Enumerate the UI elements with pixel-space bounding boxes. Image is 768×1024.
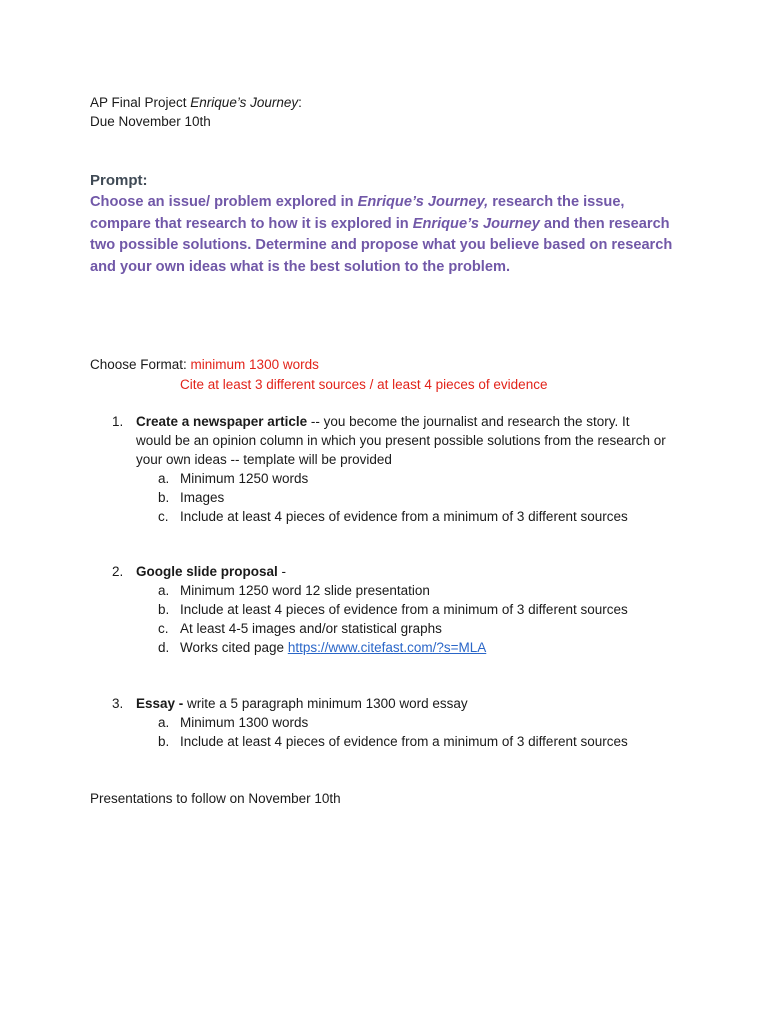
sub-list [136,713,712,751]
cite-requirement: Cite at least 3 different sources / at least 4 pieces of evidence [180,377,548,392]
item-title: Google slide proposal [136,564,278,579]
item-description: Create a newspaper article -- you become the journalist and research the story. It would be an opinion column in which you present possible solutions from the research or your own ideas -- template will be provided [136,414,666,467]
format-line: Choose Format: minimum 1300 words [90,357,319,372]
item-number: 1. [112,414,124,429]
item-title: Create a newspaper article [136,414,308,429]
minimum-words: minimum 1300 words [190,357,319,372]
item-number: 3. [112,696,124,711]
item-description: Essay - write a 5 paragraph minimum 1300 word essay [136,696,468,711]
footer-note: Presentations to follow on November 10th [90,791,341,806]
sub-list [136,469,712,526]
sub-item: c. Include at least 4 pieces of evidence from a minimum of 3 different sources [158,509,628,524]
list-item-essay [112,694,712,751]
prompt-text: Choose an issue/ problem explored in Enrique’s Journey, research the issue, compare that research to how it is explored in Enrique’s Journey and then research two possible solutions. Determine and propose what you believe based on research and your own ideas what is the best solution to the problem. [90,194,673,275]
item-title: Essay - [136,696,184,711]
sub-item: c. At least 4-5 images and/or statistical graphs [158,621,442,636]
citefast-link[interactable]: https://www.citefast.com/?s=MLA [287,640,487,655]
list-item-newspaper [112,412,712,526]
sub-item: b. Images [158,490,225,505]
sub-item: a. Minimum 1250 word 12 slide presentation [158,583,430,598]
due-date: Due November 10th [90,114,211,129]
sub-list [136,581,712,657]
item-number: 2. [112,564,124,579]
list-item-slides [112,562,712,657]
sub-item: b. Include at least 4 pieces of evidence from a minimum of 3 different sources [158,734,628,749]
sub-item: d. Works cited page https://www.citefast.com/?s=MLA [158,640,487,655]
prompt-label: Prompt: [90,172,148,189]
sub-item: a. Minimum 1300 words [158,715,309,730]
project-title: AP Final Project Enrique’s Journey: [90,95,302,110]
sub-item: b. Include at least 4 pieces of evidence from a minimum of 3 different sources [158,602,628,617]
item-description: Google slide proposal - [136,564,287,579]
sub-item: a. Minimum 1250 words [158,471,309,486]
